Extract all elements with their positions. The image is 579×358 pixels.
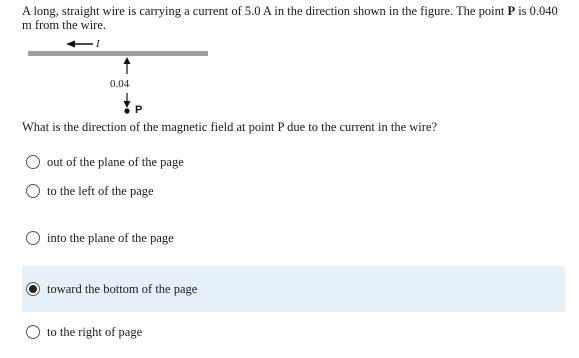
option-bottom[interactable] — [22, 266, 565, 312]
option-left[interactable] — [22, 168, 565, 214]
question-prompt: What is the direction of the magnetic field at point P due to the current in the wire? — [22, 120, 438, 134]
radio-button[interactable] — [26, 231, 40, 245]
option-label: to the left of the page — [47, 184, 154, 198]
distance-label: 0.04 — [110, 78, 130, 90]
radio-dot-icon — [29, 285, 37, 293]
option-label: out of the plane of the page — [47, 155, 184, 169]
radio-button-selected[interactable] — [26, 282, 40, 296]
option-label: to the right of page — [47, 325, 143, 339]
question-text-part2: is 0.040 m from the wire. — [22, 4, 558, 32]
option-into-page[interactable] — [22, 215, 565, 261]
point-label: P — [135, 104, 143, 116]
current-label: I — [96, 38, 100, 50]
option-right[interactable] — [22, 309, 565, 355]
option-label: into the plane of the page — [47, 231, 174, 245]
point-name: P — [507, 4, 516, 18]
radio-button[interactable] — [26, 184, 40, 198]
option-label: toward the bottom of the page — [47, 282, 198, 296]
radio-button[interactable] — [26, 325, 40, 339]
question-text-part1: A long, straight wire is carrying a current of 5.0 A in the direction shown in the figure. The point — [22, 4, 508, 18]
radio-button[interactable] — [26, 155, 40, 169]
